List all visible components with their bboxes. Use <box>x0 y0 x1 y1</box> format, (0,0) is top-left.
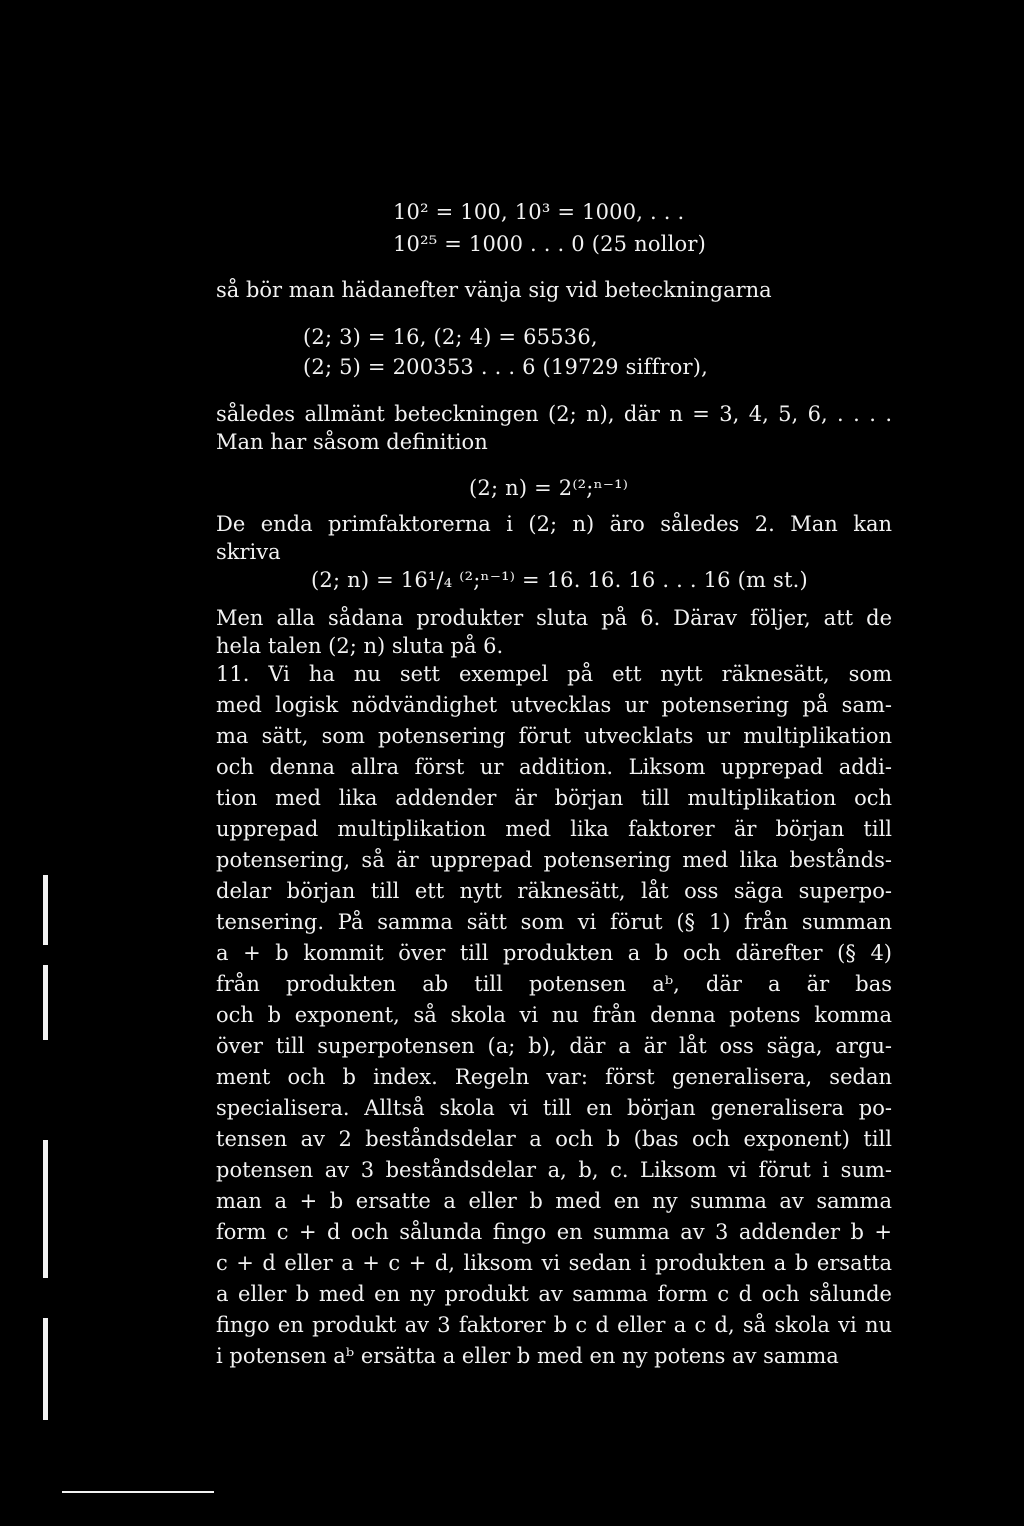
section-line: från produkten ab till potensen aᵇ, där a är bas <box>216 972 892 996</box>
section-line: specialisera. Alltså skola vi till en början generalisera po- <box>216 1096 892 1120</box>
formula-superpowers-a: (2; 3) = 16, (2; 4) = 65536, <box>303 325 598 349</box>
formula-powers-of-ten: 10² = 100, 10³ = 1000, . . . <box>393 200 685 224</box>
section-line: upprepad multiplikation med lika faktorer är början till <box>216 817 892 841</box>
section-line: ment och b index. Regeln var: först generalisera, sedan <box>216 1065 892 1089</box>
formula-product: (2; n) = 16¹/₄ ⁽²;ⁿ⁻¹⁾ = 16. 16. 16 . . . 16 (m st.) <box>311 568 808 592</box>
formula-definition: (2; n) = 2⁽²;ⁿ⁻¹⁾ <box>469 476 629 500</box>
margin-bar <box>43 965 48 1040</box>
section-line: fingo en produkt av 3 faktorer b c d eller a c d, så skola vi nu <box>216 1313 892 1337</box>
paragraph-primes-line2: skriva <box>216 540 281 564</box>
section-line: potensen av 3 beståndsdelar a, b, c. Liksom vi förut i sum- <box>216 1158 892 1182</box>
formula-ten-to-25: 10²⁵ = 1000 . . . 0 (25 nollor) <box>393 232 706 256</box>
section-line: med logisk nödvändighet utvecklas ur potensering på sam- <box>216 693 892 717</box>
paragraph-intro: så bör man hädanefter vänja sig vid beteckningarna <box>216 278 772 302</box>
margin-bar <box>43 875 48 945</box>
margin-bar <box>43 1318 48 1420</box>
section-line: a eller b med en ny produkt av samma form c d och sålunde <box>216 1282 892 1306</box>
formula-superpowers-b: (2; 5) = 200353 . . . 6 (19729 siffror), <box>303 355 709 379</box>
section-line: tensering. På samma sätt som vi förut (§ 1) från summan <box>216 910 892 934</box>
paragraph-general-line2: Man har såsom definition <box>216 430 488 454</box>
section-line: man a + b ersatte a eller b med en ny summa av samma <box>216 1189 892 1213</box>
section-line: tensen av 2 beståndsdelar a och b (bas och exponent) till <box>216 1127 892 1151</box>
section-line: 11. Vi ha nu sett exempel på ett nytt räknesätt, som <box>216 662 892 686</box>
section-line: och denna allra först ur addition. Liksom upprepad addi- <box>216 755 892 779</box>
section-line: och b exponent, så skola vi nu från denna potens komma <box>216 1003 892 1027</box>
section-line: över till superpotensen (a; b), där a är låt oss säga, argu- <box>216 1034 892 1058</box>
section-line: a + b kommit över till produkten a b och därefter (§ 4) <box>216 941 892 965</box>
paragraph-conclusion-line1: Men alla sådana produkter sluta på 6. Därav följer, att de <box>216 606 892 630</box>
paragraph-general-line1: således allmänt beteckningen (2; n), där n = 3, 4, 5, 6, . . . . <box>216 402 892 426</box>
section-line: potensering, så är upprepad potensering med lika bestånds- <box>216 848 892 872</box>
paragraph-primes-line1: De enda primfaktorerna i (2; n) äro således 2. Man kan <box>216 512 892 536</box>
paragraph-conclusion-line2: hela talen (2; n) sluta på 6. <box>216 634 504 658</box>
section-line: delar början till ett nytt räknesätt, låt oss säga superpo- <box>216 879 892 903</box>
section-line: tion med lika addender är början till multiplikation och <box>216 786 892 810</box>
section-line: i potensen aᵇ ersätta a eller b med en ny potens av samma <box>216 1344 839 1368</box>
margin-bar <box>43 1140 48 1278</box>
section-line: ma sätt, som potensering förut utvecklats ur multiplikation <box>216 724 892 748</box>
section-line: c + d eller a + c + d, liksom vi sedan i produkten a b ersatta <box>216 1251 892 1275</box>
section-line: form c + d och sålunda fingo en summa av 3 addender b + <box>216 1220 892 1244</box>
footnote-rule <box>62 1491 214 1493</box>
